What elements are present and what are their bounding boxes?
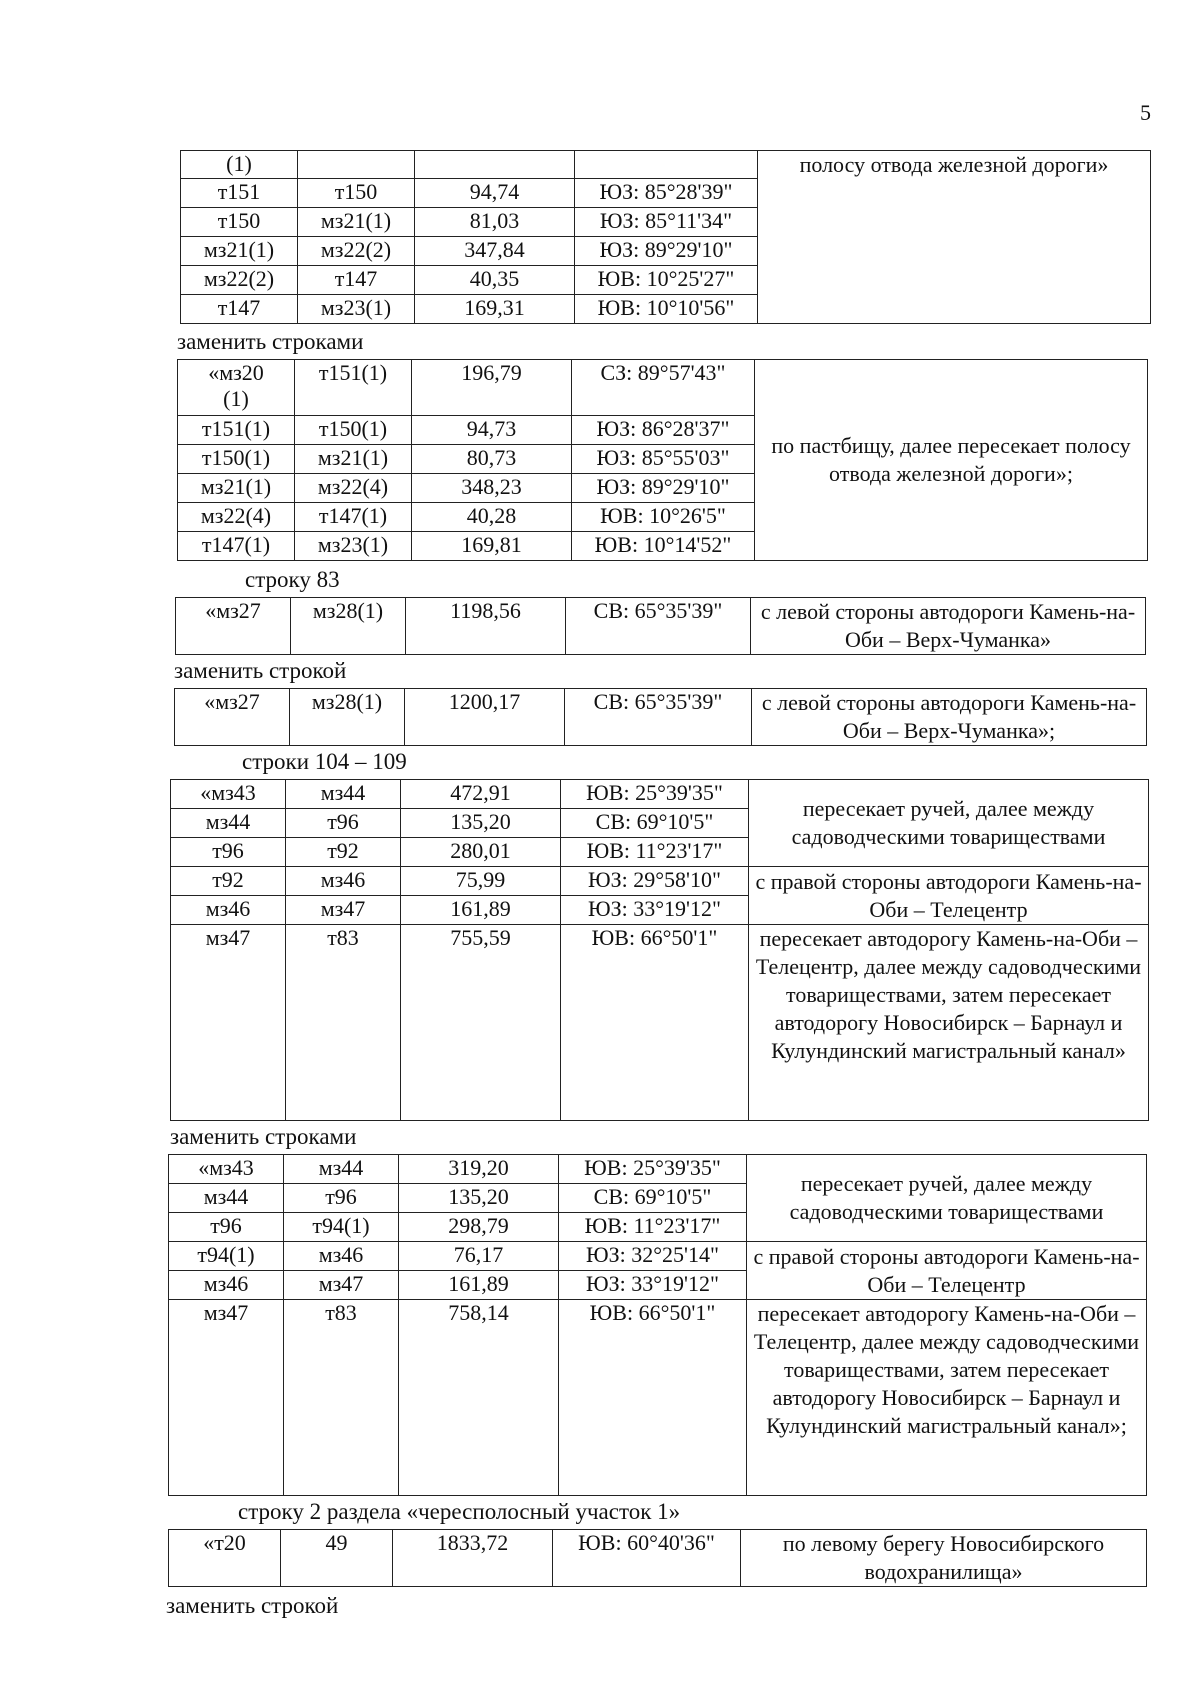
instruction-text: строку 83 — [245, 567, 340, 592]
table-row: «мз43 мз44 319,20 ЮВ: 25°39'35" пересекает ручей, далее между садоводческими товариществами — [169, 1155, 1147, 1184]
table-row: т147 мз23(1) 169,31 ЮВ: 10°10'56" — [181, 295, 1151, 324]
table-row: т150 мз21(1) 81,03 ЮЗ: 85°11'34" — [181, 208, 1151, 237]
table-row: мз46 мз47 161,89 ЮЗ: 33°19'12" — [171, 896, 1149, 925]
table-note: пересекает автодорогу Камень-на-Оби – Телецентр, далее между садоводческими товариществами, затем пересекает автодорогу Новосибирск – Барнаул и Кулундинский магистральный канал» — [749, 925, 1149, 1121]
table-row: мз47 т83 758,14 ЮВ: 66°50'1" пересекает автодорогу Камень-на-Оби – Телецентр, далее между садоводческими товариществами, затем пересекает автодорогу Новосибирск – Барнаул и Кулундинский магистральный канал»; — [169, 1300, 1147, 1496]
instruction-text: заменить строкой — [174, 658, 347, 683]
table-row: т96 т94(1) 298,79 ЮВ: 11°23'17" — [169, 1213, 1147, 1242]
instruction-text: строку 2 раздела «чересполосный участок 1» — [238, 1499, 681, 1524]
table-row: мз44 т96 135,20 СВ: 69°10'5" — [171, 809, 1149, 838]
table-row: т92 мз46 75,99 ЮЗ: 29°58'10" с правой стороны автодороги Камень-на-Оби – Телецентр — [171, 867, 1149, 896]
table-5 — [170, 779, 1149, 1121]
table-row: т151 т150 94,74 ЮЗ: 85°28'39" — [181, 179, 1151, 208]
table-row: т150(1) мз21(1) 80,73 ЮЗ: 85°55'03" — [178, 445, 1148, 474]
table-note: пересекает ручей, далее между садоводческими товариществами — [747, 1155, 1147, 1242]
table-note: пересекает автодорогу Камень-на-Оби – Телецентр, далее между садоводческими товариществами, затем пересекает автодорогу Новосибирск – Барнаул и Кулундинский магистральный канал»; — [747, 1300, 1147, 1496]
instruction-text: строки 104 – 109 — [242, 749, 407, 774]
table-row: мз22(2) т147 40,35 ЮВ: 10°25'27" — [181, 266, 1151, 295]
table-1 — [180, 150, 1151, 324]
table-note: с левой стороны автодороги Камень-на-Оби – Верх-Чуманка» — [751, 598, 1146, 655]
table-row: т94(1) мз46 76,17 ЮЗ: 32°25'14" с правой стороны автодороги Камень-на-Оби – Телецентр — [169, 1242, 1147, 1271]
table-note: с левой стороны автодороги Камень-на-Оби – Верх-Чуманка»; — [752, 689, 1147, 746]
table-3 — [175, 597, 1146, 655]
table-row: «мз20 (1) т151(1) 196,79 СЗ: 89°57'43" по пастбищу, далее пересекает полосу отвода железной дороги»; — [178, 360, 1148, 416]
table-row: мз21(1) мз22(4) 348,23 ЮЗ: 89°29'10" — [178, 474, 1148, 503]
table-row: «т20 49 1833,72 ЮВ: 60°40'36" по левому берегу Новосибирского водохранилища» — [169, 1530, 1147, 1587]
table-row: «мз43 мз44 472,91 ЮВ: 25°39'35" пересекает ручей, далее между садоводческими товариществами — [171, 780, 1149, 809]
instruction-text: заменить строками — [170, 1124, 357, 1149]
instruction-text: заменить строкой — [166, 1593, 339, 1618]
table-note: с правой стороны автодороги Камень-на-Оби – Телецентр — [749, 867, 1149, 925]
table-note: по левому берегу Новосибирского водохранилища» — [741, 1530, 1147, 1587]
table-row: (1) полосу отвода железной дороги» — [181, 151, 1151, 179]
table-row: т147(1) мз23(1) 169,81 ЮВ: 10°14'52" — [178, 532, 1148, 561]
table-note: полосу отвода железной дороги» — [758, 151, 1151, 324]
table-row: мз21(1) мз22(2) 347,84 ЮЗ: 89°29'10" — [181, 237, 1151, 266]
table-6 — [168, 1154, 1147, 1496]
table-row: т96 т92 280,01 ЮВ: 11°23'17" — [171, 838, 1149, 867]
table-2 — [177, 359, 1148, 561]
table-row: мз47 т83 755,59 ЮВ: 66°50'1" пересекает автодорогу Камень-на-Оби – Телецентр, далее между садоводческими товариществами, затем пересекает автодорогу Новосибирск – Барнаул и Кулундинский магистральный канал» — [171, 925, 1149, 1121]
table-row: мз44 т96 135,20 СВ: 69°10'5" — [169, 1184, 1147, 1213]
table-row: «мз27 мз28(1) 1200,17 СВ: 65°35'39" с левой стороны автодороги Камень-на-Оби – Верх-Чуманка»; — [175, 689, 1147, 746]
table-4 — [174, 688, 1147, 746]
table-7 — [168, 1529, 1147, 1587]
table-note: пересекает ручей, далее между садоводческими товариществами — [749, 780, 1149, 867]
table-row: мз46 мз47 161,89 ЮЗ: 33°19'12" — [169, 1271, 1147, 1300]
page-number: 5 — [1140, 100, 1151, 125]
table-row: мз22(4) т147(1) 40,28 ЮВ: 10°26'5" — [178, 503, 1148, 532]
instruction-text: заменить строками — [177, 329, 364, 354]
table-note: с правой стороны автодороги Камень-на-Оби – Телецентр — [747, 1242, 1147, 1300]
table-note: по пастбищу, далее пересекает полосу отвода железной дороги»; — [755, 360, 1148, 561]
table-row: т151(1) т150(1) 94,73 ЮЗ: 86°28'37" — [178, 416, 1148, 445]
table-row: «мз27 мз28(1) 1198,56 СВ: 65°35'39" с левой стороны автодороги Камень-на-Оби – Верх-Чуманка» — [176, 598, 1146, 655]
